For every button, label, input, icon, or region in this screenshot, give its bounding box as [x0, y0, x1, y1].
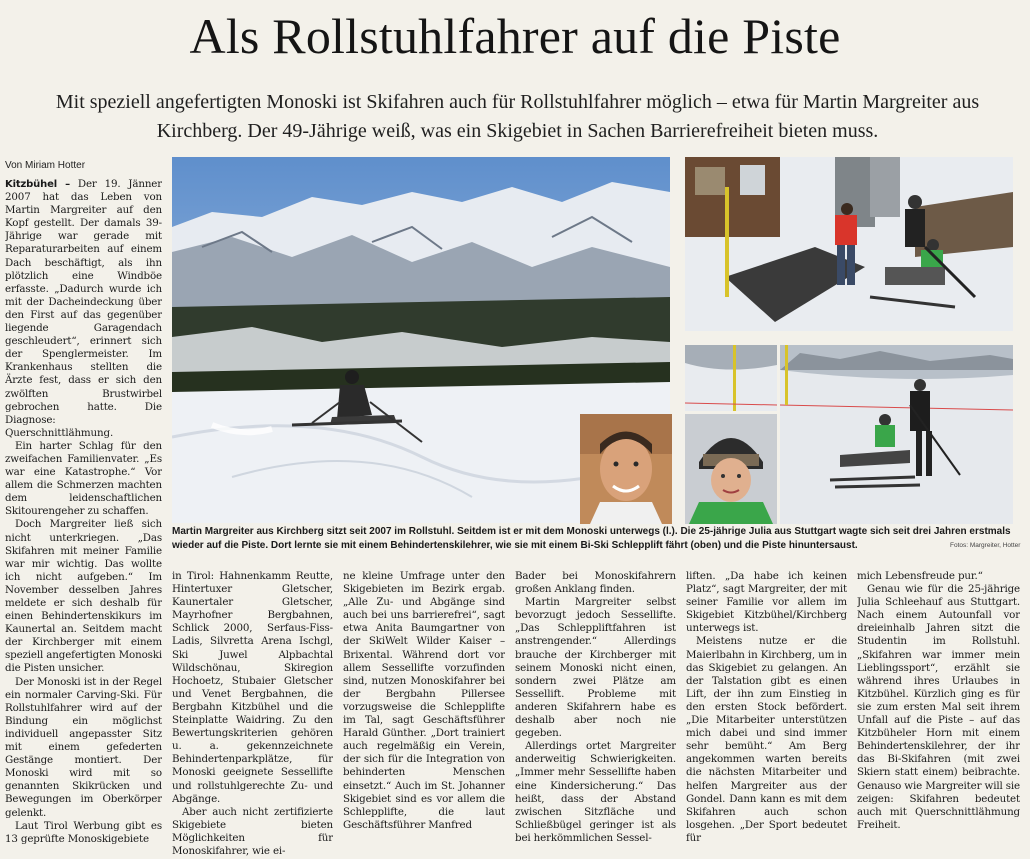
paragraph: Martin Margreiter selbst bevorzugt jedoch Sessellifte. „Das Schleppliftfahren ist anstrengender.“ Allerdings brauche der Kirchberger mit seinem Monoski nicht einen, sondern zwei Plätze am Sessellift. Probleme mit anderen Skifahrern habe es deshalb aber noch nie gegeben. [515, 596, 676, 740]
photo-credit: Fotos: Margreiter, Hotter [950, 542, 1021, 549]
paragraph: liften. „Da habe ich keinen Platz“, sagt Margreiter, der mit seiner Familie vor allem im Skigebiet Kitzbühel/Kirchberg unterwegs ist. [686, 570, 847, 635]
paragraph: Genau wie für die 25-jährige Julia Schleehauf aus Stuttgart. Nach einem Autounfall vor dreieinhalb Jahren sitzt die Studentin im Rollstuhl. „Skifahren war immer mein Lieblingssport“, erzählt sie während ihres Urlaubes in Kitzbühel. Kürzlich ging es für sie zum ersten Mal seit ihrem Unfall auf die Piste – auf das Kitzbüheler Horn mit einem Behindertenskilehrer, der ihr das Bi-Skifahren (mit zwei Skiern statt einem) beibrachte. Genauso wie Margreiter will sie zeigen: Skifahren bedeutet auch mit Querschnittlähmung Freiheit. [857, 583, 1020, 831]
paragraph: Meistens nutze er die Maierlbahn in Kirchberg, um in das Skigebiet zu gelangen. An der Talstation gibt es einen Lift, der ihn zum Einstieg in den ersten Stock befördert. „Die Mitarbeiter unterstützen mich dabei und sind immer sehr bemüht.“ Am Berg angekommen warten bereits die nächsten Mitarbeiter und helfen Margreiter aus der Gondel. Dann kann es mit dem Skifahren auch schon losgehen. „Der Sport bedeutet für [686, 635, 847, 844]
subheadline: Mit speziell angefertigten Monoski ist Skifahren auch für Rollstuhlfahrer möglich – etwa für Martin Margreiter aus Kirchberg. Der 49-Jährige weiß, was ein Skigebiet in Sachen Barrierefreiheit bieten muss. [55, 91, 980, 142]
paragraph: Bader bei Monoskifahrern großen Anklang finden. [515, 570, 676, 596]
photo-slope-strip [685, 345, 777, 411]
paragraph: in Tirol: Hahnenkamm Reutte, Hintertuxer Gletscher, Kaunertaler Gletscher, Mayrhofner Bergbahnen, Schlick 2000, Serfaus-Fiss-Ladis, Silvretta Arena Ischgl, Ski Juwel Alpbachtal Wildschönau, Skiregion Hochoetz, Stubaier Gletscher und Venet Bergbahnen, die Bergbahn Kitzbühel und die Steinplatte Waidring. Zu den Bewertungskriterien gehören u. a. gekennzeichnete Behindertenparkplätze, für Monoski geeignete Sessellifte und rollstuhlgerechte Zu- und Abgänge. [172, 570, 333, 805]
paragraph: Ein harter Schlag für den zweifachen Familienvater. „Es war eine Katastrophe.“ Vor allem die Schmerzen machten dem leidenschaftlichen Skitourengeher zu schaffen. [5, 439, 162, 518]
photo-portrait-julia [685, 414, 777, 524]
photo-portrait-martin [580, 414, 672, 524]
article-column-5 [686, 570, 847, 856]
article-column-4 [515, 570, 676, 856]
byline: Von Miriam Hotter [5, 160, 86, 171]
paragraph: Der 19. Jänner 2007 hat das Leben von Martin Margreiter auf den Kopf gestellt. Der damals 39-Jährige war gerade mit Reparaturarbeiten auf einem Dach beschäftigt, als ihn plötzlich eine Windböe erfasste. „Dadurch wurde ich mit der Dacheindeckung über den First auf das gegenüber liegende Garagendach geschleudert“, erinnert sich der Spenglermeister. Im Krankenhaus stellten die Ärzte fest, dass er sich den zwölften Brustwirbel gebrochen hatte. Die Diagnose: Querschnittlähmung. [5, 178, 162, 439]
paragraph: Laut Tirol Werbung gibt es 13 geprüfte Monoskigebiete [5, 819, 162, 845]
article-column-2 [172, 570, 333, 856]
article-column-1 [5, 178, 162, 854]
paragraph: Doch Margreiter ließ sich nicht unterkriegen. „Das Skifahren mit meiner Familie war mir wichtig. Das wollte ich nicht aufgeben.“ Im November desselben Jahres meldete er sich deshalb für einen Behindertenskikurs im Kaunertal an. Seitdem macht der Kirchberger mit einem speziell angefertigten Monoski die Pisten unsicher. [5, 518, 162, 675]
dateline: Kitzbühel – [5, 179, 70, 190]
headline: Als Rollstuhlfahrer auf die Piste [189, 8, 841, 64]
photo-biski-piste [780, 345, 1013, 524]
paragraph: Aber auch nicht zertifizierte Skigebiete bieten Möglichkeiten für Monoskifahrer, wie ei- [172, 805, 333, 856]
article-column-6 [857, 570, 1020, 856]
paragraph: Der Monoski ist in der Regel ein normaler Carving-Ski. Für Rollstuhlfahrer wird auf der Bindung ein möglichst individuell angepasster Sitz mit einem gefederten Gestänge montiert. Der Monoski wird mit so genannten Skikrücken und Bewegungen im Oberkörper gelenkt. [5, 675, 162, 819]
paragraph: Allerdings ortet Margreiter anderweitig Schwierigkeiten. „Immer mehr Sessellifte haben eine Kindersicherung.“ Das heißt, dass der Abstand zwischen Sitzfläche und Schließbügel geringer ist als bei herkömmlichen Sessel- [515, 740, 676, 844]
photo-caption: Martin Margreiter aus Kirchberg sitzt seit 2007 im Rollstuhl. Seitdem ist er mit dem Monoski unterwegs (l.). Die 25-jährige Julia aus Stuttgart wagte sich seit drei Jahren erstmals wieder auf die Piste. Dort lernte sie mit einem Behindertenskilehrer, wie sie mit einem Bi-Ski Schlepplift fährt (oben) und die Piste hinuntersaust. [172, 526, 1011, 551]
paragraph: ne kleine Umfrage unter den Skigebieten im Bezirk ergab. „Alle Zu- und Abgänge sind auch bei uns barrierefrei“, sagt etwa Anita Baumgartner von der SkiWelt Wilder Kaiser – Brixental. Während dort vor allem Sessellifte vorzufinden sind, nutzen Monoskifahrer bei der Bergbahn Pillersee vorzugsweise die Schlepplifte im Tal, sagt Geschäftsführer Harald Günther. „Dort trainiert auch regelmäßig ein Verein, der sich für die Integration von behinderten Menschen einsetzt.“ Auch im St. Johanner Skigebiet sind es vor allem die Schlepplifte, die laut Geschäftsführer Manfred [343, 570, 505, 831]
article-column-3 [343, 570, 505, 856]
photo-schlepplift-top [685, 157, 1013, 331]
paragraph: mich Lebensfreude pur.“ [857, 570, 983, 582]
